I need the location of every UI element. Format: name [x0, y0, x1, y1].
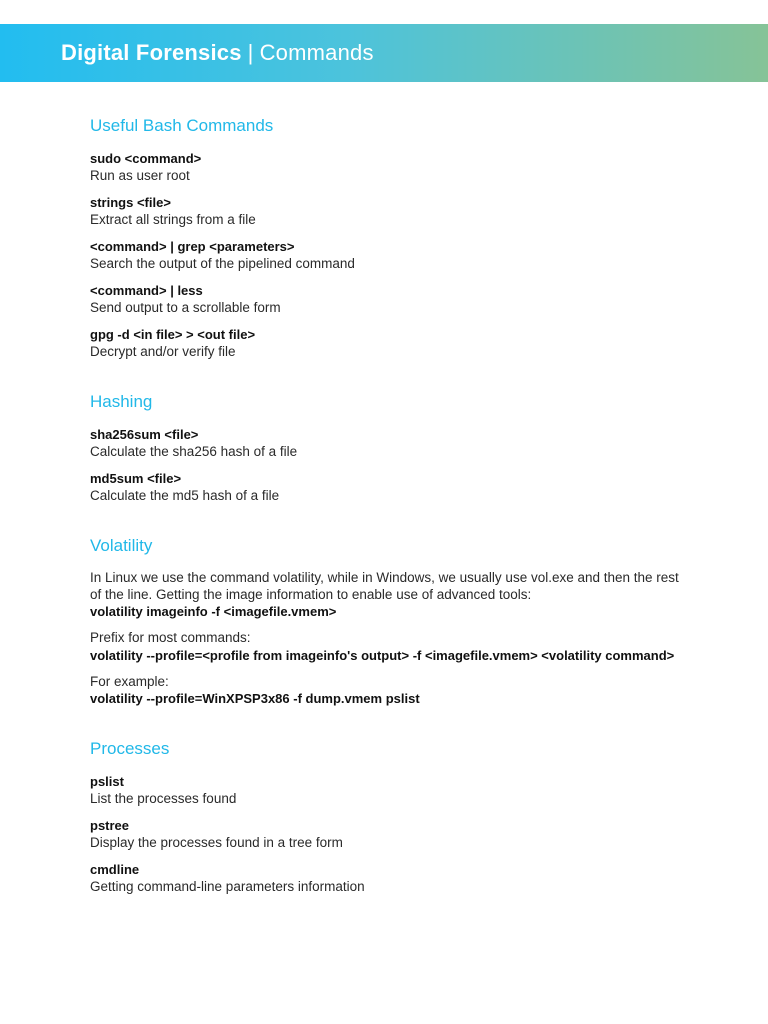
section-title: Useful Bash Commands — [90, 116, 274, 135]
command-description: Search the output of the pipelined command — [90, 256, 355, 271]
command-description: Display the processes found in a tree form — [90, 835, 343, 850]
command-syntax: sha256sum <file> — [90, 427, 199, 442]
command-entry — [90, 817, 690, 851]
command-description: Calculate the sha256 hash of a file — [90, 444, 298, 459]
command-syntax: volatility --profile=<profile from imageinfo's output> -f <imagefile.vmem> <volatility command> — [90, 647, 675, 663]
command-entry — [90, 773, 690, 807]
command-entry — [90, 426, 690, 460]
title-separator: | — [247, 40, 254, 65]
command-syntax: cmdline — [90, 862, 140, 877]
volatility-prefix — [90, 630, 690, 664]
command-syntax: md5sum <file> — [90, 471, 182, 486]
section-volatility — [90, 534, 690, 707]
command-syntax: <command> | less — [90, 283, 203, 298]
command-syntax: strings <file> — [90, 195, 171, 210]
command-description: Run as user root — [90, 168, 190, 183]
prefix-text: Prefix for most commands: — [90, 630, 251, 645]
volatility-intro — [90, 570, 690, 620]
title-secondary: Commands — [259, 40, 374, 65]
intro-text: In Linux we use the command volatility, while in Windows, we usually use vol.exe and then the rest of the line. Getting the image information to enable use of advanced tools: — [90, 570, 679, 602]
page-header — [0, 24, 768, 82]
command-syntax: volatility imageinfo -f <imagefile.vmem> — [90, 604, 337, 619]
document-body — [90, 114, 690, 905]
command-entry — [90, 861, 690, 895]
section-hashing — [90, 390, 690, 504]
command-entry — [90, 282, 690, 316]
command-description: List the processes found — [90, 791, 237, 806]
section-bash — [90, 114, 690, 360]
command-entry — [90, 194, 690, 228]
command-syntax: <command> | grep <parameters> — [90, 239, 295, 254]
command-syntax: pslist — [90, 774, 124, 789]
command-entry — [90, 150, 690, 184]
command-description: Send output to a scrollable form — [90, 300, 281, 315]
command-syntax: sudo <command> — [90, 151, 202, 166]
command-entry — [90, 326, 690, 360]
section-title: Volatility — [90, 536, 153, 555]
page-title — [61, 40, 374, 66]
section-title: Hashing — [90, 392, 153, 411]
command-syntax: volatility --profile=WinXPSP3x86 -f dump.vmem pslist — [90, 691, 420, 706]
command-syntax: gpg -d <in file> > <out file> — [90, 327, 256, 342]
command-syntax: pstree — [90, 818, 130, 833]
command-entry — [90, 238, 690, 272]
example-text: For example: — [90, 673, 169, 689]
command-entry — [90, 470, 690, 504]
command-description: Decrypt and/or verify file — [90, 344, 236, 359]
command-description: Calculate the md5 hash of a file — [90, 488, 280, 503]
command-description: Extract all strings from a file — [90, 212, 256, 227]
section-title: Processes — [90, 739, 170, 758]
section-processes — [90, 737, 690, 895]
title-primary: Digital Forensics — [61, 40, 242, 65]
volatility-example — [90, 674, 690, 708]
command-description: Getting command-line parameters information — [90, 879, 365, 894]
